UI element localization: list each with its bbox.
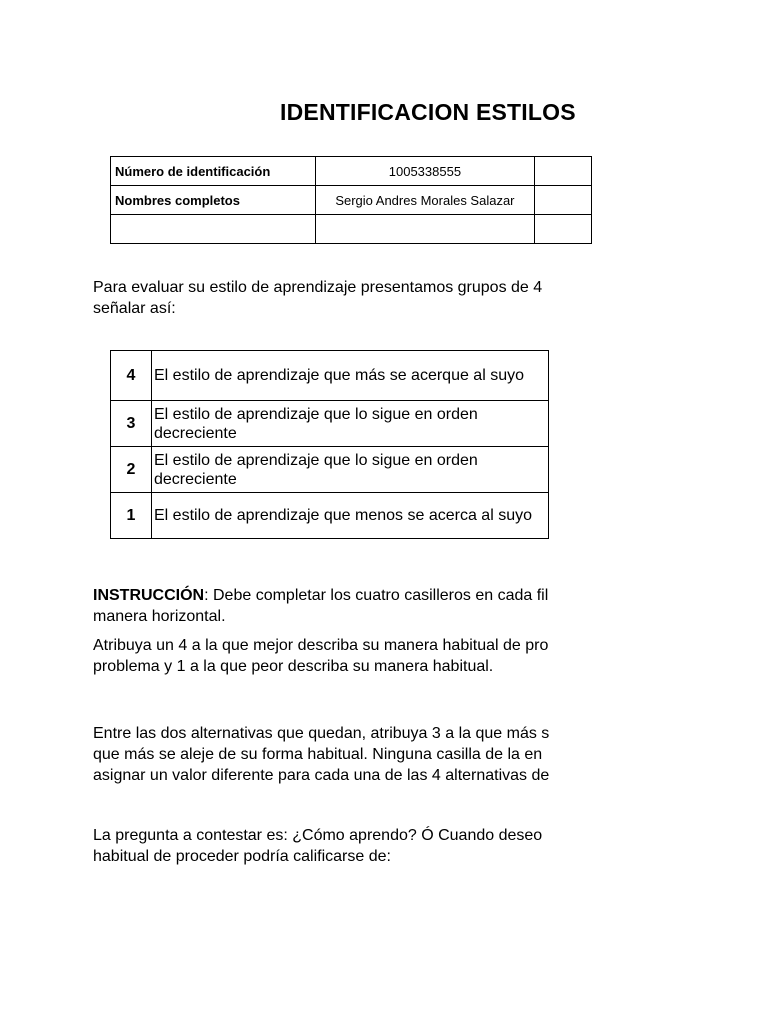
instruction-text: : Debe completar los cuatro casilleros en cada fil (204, 587, 549, 604)
scale-row (111, 447, 549, 493)
scale-number: 4 (111, 351, 152, 401)
instruction-line-1 (93, 585, 548, 606)
question-line-2: habitual de proceder podría calificarse de: (93, 848, 391, 865)
scale-number: 2 (111, 447, 152, 493)
scale-description: El estilo de aprendizaje que menos se acerca al suyo (152, 493, 549, 539)
scale-table (110, 350, 549, 539)
intro-line-1: Para evaluar su estilo de aprendizaje presentamos grupos de 4 (93, 279, 543, 296)
entre-line-2: que más se aleje de su forma habitual. Ninguna casilla de la en (93, 746, 543, 763)
identification-table (110, 156, 592, 244)
question-paragraph (93, 825, 542, 867)
entre-line-3: asignar un valor diferente para cada una de las 4 alternativas de (93, 767, 550, 784)
scale-row (111, 351, 549, 401)
empty-cell (535, 186, 592, 215)
scale-number: 3 (111, 401, 152, 447)
empty-cell (535, 157, 592, 186)
intro-paragraph (93, 277, 542, 319)
atribuya-paragraph (93, 635, 548, 677)
atribuya-line-1: Atribuya un 4 a la que mejor describa su manera habitual de pro (93, 637, 549, 654)
id-number-value: 1005338555 (315, 157, 534, 186)
empty-value-cell (315, 215, 534, 244)
instruction-line-2: manera horizontal. (93, 608, 226, 625)
full-name-label: Nombres completos (111, 186, 316, 215)
full-name-value: Sergio Andres Morales Salazar (315, 186, 534, 215)
entre-paragraph (93, 723, 549, 786)
empty-label-cell (111, 215, 316, 244)
table-row (111, 186, 592, 215)
instruction-paragraph (93, 585, 548, 627)
scale-description: El estilo de aprendizaje que lo sigue en orden decreciente (152, 447, 549, 493)
empty-cell (535, 215, 592, 244)
atribuya-line-2: problema y 1 a la que peor describa su manera habitual. (93, 658, 494, 675)
instruction-label: INSTRUCCIÓN (93, 587, 205, 604)
page-title: IDENTIFICACION ESTILOS (280, 99, 576, 125)
intro-line-2: señalar así: (93, 300, 176, 317)
scale-row (111, 493, 549, 539)
scale-description: El estilo de aprendizaje que más se acerque al suyo (152, 351, 549, 401)
id-number-label: Número de identificación (111, 157, 316, 186)
table-row (111, 215, 592, 244)
question-line-1: La pregunta a contestar es: ¿Cómo aprendo? Ó Cuando deseo (93, 827, 543, 844)
scale-description: El estilo de aprendizaje que lo sigue en orden decreciente (152, 401, 549, 447)
table-row (111, 157, 592, 186)
scale-number: 1 (111, 493, 152, 539)
scale-row (111, 401, 549, 447)
entre-line-1: Entre las dos alternativas que quedan, atribuya 3 a la que más s (93, 725, 550, 742)
